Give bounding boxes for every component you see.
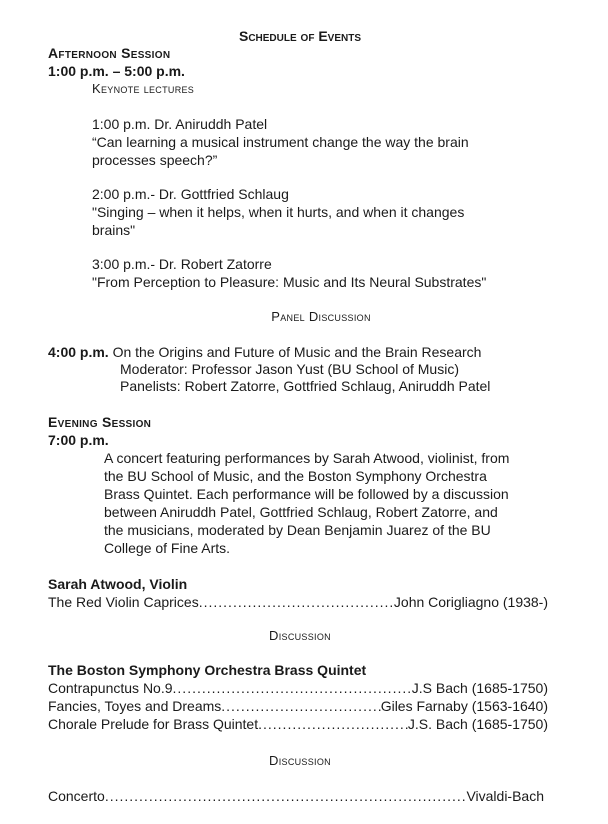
panel-title: On the Origins and Future of Music and the Brain Research (108, 344, 482, 360)
evening-session-heading: Evening Session (48, 414, 152, 430)
lecture-3-title: "From Perception to Pleasure: Music and Its Neural Substrates" (92, 274, 487, 290)
dot-leader (199, 593, 394, 611)
afternoon-session-heading: Afternoon Session (48, 45, 171, 61)
piece-title: Fancies, Toyes and Dreams (48, 698, 222, 714)
evening-description-line: between Aniruddh Patel, Gottfried Schlaug, Robert Zatorre, and (104, 504, 498, 520)
panel-panelists: Panelists: Robert Zatorre, Gottfried Schlaug, Aniruddh Patel (120, 378, 491, 394)
dot-leader (105, 787, 467, 805)
dot-leader (221, 697, 380, 715)
lecture-1-speaker: 1:00 p.m. Dr. Aniruddh Patel (92, 116, 268, 132)
evening-description-line: A concert featuring performances by Sarah Atwood, violinist, from (104, 450, 510, 466)
piece-composer: Giles Farnaby (1563-1640) (380, 698, 548, 714)
evening-description-line: Brass Quintet. Each performance will be followed by a discussion (104, 486, 509, 502)
piece-title: Chorale Prelude for Brass Quintet (48, 716, 259, 732)
program-item (48, 715, 548, 733)
keynote-heading: Keynote lectures (92, 81, 195, 96)
piece-composer: J.S Bach (1685-1750) (411, 680, 548, 696)
piece-composer: Vivaldi-Bach (466, 788, 544, 804)
piece-title: Contrapunctus No.9 (48, 680, 173, 696)
panel-moderator: Moderator: Professor Jason Yust (BU School of Music) (120, 361, 459, 377)
lecture-2-speaker: 2:00 p.m.- Dr. Gottfried Schlaug (92, 186, 289, 202)
lecture-1-title: “Can learning a musical instrument change the way the brain (92, 134, 469, 150)
evening-session-time: 7:00 p.m. (48, 432, 109, 448)
afternoon-session-time: 1:00 p.m. – 5:00 p.m. (48, 63, 185, 79)
discussion-label: Discussion (269, 628, 331, 643)
lecture-2-title: "Singing – when it helps, when it hurts, and when it changes (92, 204, 465, 220)
program-item (48, 593, 548, 611)
page-title: Schedule of Events (238, 28, 362, 44)
program-item (48, 697, 548, 715)
panel-time: 4:00 p.m. (48, 344, 109, 360)
evening-description-line: College of Fine Arts. (104, 540, 231, 556)
brass-quintet-heading: The Boston Symphony Orchestra Brass Quintet (48, 662, 367, 678)
piece-composer: J.S. Bach (1685-1750) (407, 716, 548, 732)
evening-description-line: the BU School of Music, and the Boston Symphony Orchestra (104, 468, 487, 484)
piece-title: The Red Violin Caprices (48, 594, 199, 610)
dot-leader (173, 679, 412, 697)
discussion-label: Discussion (269, 753, 331, 768)
panel-discussion-heading: Panel Discussion (271, 309, 371, 324)
lecture-1-title-cont: processes speech?” (92, 152, 218, 168)
program-item (48, 787, 544, 805)
program-item (48, 679, 548, 697)
evening-description-line: the musicians, moderated by Dean Benjamin Juarez of the BU (104, 522, 491, 538)
lecture-2-title-cont: brains" (92, 222, 136, 238)
piece-title: Concerto (48, 788, 105, 804)
dot-leader (258, 715, 408, 733)
panel-line (48, 343, 481, 361)
piece-composer: John Corigliagno (1938-) (393, 594, 548, 610)
lecture-3-speaker: 3:00 p.m.- Dr. Robert Zatorre (92, 256, 272, 272)
atwood-heading: Sarah Atwood, Violin (48, 576, 188, 592)
